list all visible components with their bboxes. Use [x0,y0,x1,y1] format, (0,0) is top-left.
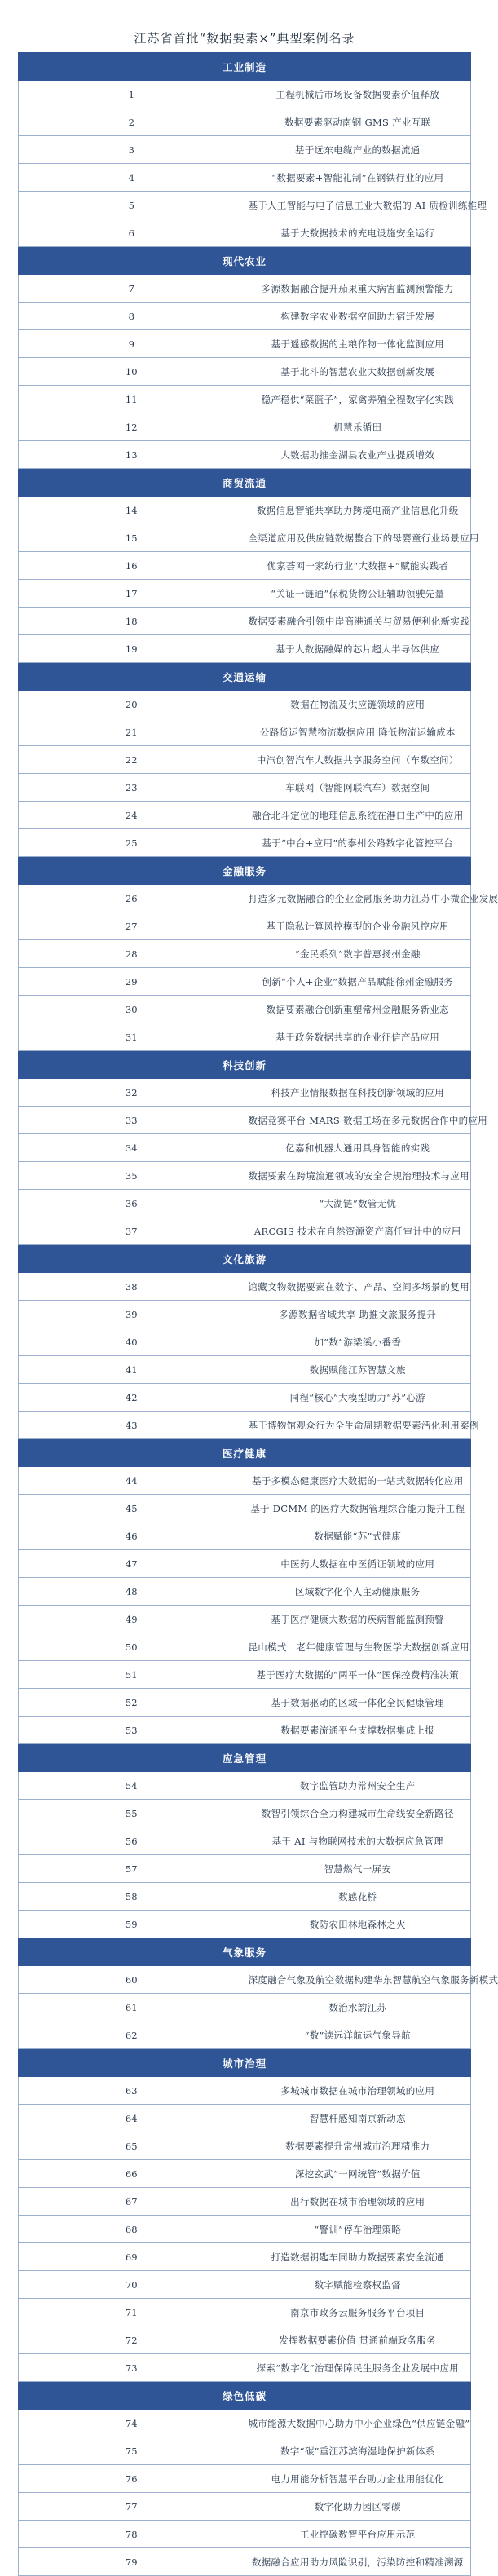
case-title: 基于 AI 与物联网技术的大数据应急管理 [245,1827,471,1855]
case-number: 54 [19,1772,245,1800]
case-title: 探索“数字化”治理保障民生服务企业发展中应用 [245,2354,471,2382]
case-row [19,552,471,580]
case-row [19,635,471,663]
category-label: 金融服务 [19,857,471,885]
case-number: 34 [19,1134,245,1162]
case-title: 数据竞赛平台 MARS 数据工场在多元数据合作中的应用 [245,1107,471,1134]
case-number: 73 [19,2354,245,2382]
case-row [19,1079,471,1107]
case-title: 数字化助力园区零碳 [245,2493,471,2521]
case-number: 33 [19,1107,245,1134]
case-number: 40 [19,1328,245,1356]
case-number: 71 [19,2299,245,2326]
case-number: 9 [19,330,245,358]
case-title: 基于北斗的智慧农业大数据创新发展 [245,358,471,386]
case-number: 55 [19,1800,245,1827]
case-number: 26 [19,885,245,912]
case-row [19,497,471,524]
category-label: 现代农业 [19,247,471,275]
case-row [19,303,471,330]
category-label: 绿色低碳 [19,2382,471,2410]
category-header-row [19,2382,471,2410]
case-number: 75 [19,2437,245,2465]
category-label: 医疗健康 [19,1439,471,1467]
case-row [19,1522,471,1550]
case-title: 数据要素在跨境流通领域的安全合规治理技术与应用 [245,1162,471,1190]
case-title: 基于博物馆观众行为全生命周期数据要素活化利用案例 [245,1412,471,1439]
case-number: 5 [19,192,245,219]
case-number: 7 [19,275,245,303]
case-title: 基于远东电缆产业的数据流通 [245,136,471,164]
case-number: 69 [19,2243,245,2271]
case-row [19,1273,471,1301]
category-label: 应急管理 [19,1744,471,1772]
case-number: 78 [19,2521,245,2548]
category-label: 工业制造 [19,53,471,81]
case-row [19,746,471,774]
case-row [19,1883,471,1911]
case-number: 39 [19,1301,245,1328]
case-title: 基于大数据融媒的芯片超人半导体供应 [245,635,471,663]
case-row [19,1412,471,1439]
case-row [19,1966,471,1994]
case-title: 车联网（智能网联汽车）数据空间 [245,774,471,802]
case-number: 64 [19,2105,245,2132]
case-title: “大湖链”数管无忧 [245,1190,471,1217]
case-number: 15 [19,524,245,552]
case-number: 22 [19,746,245,774]
case-row [19,608,471,635]
case-row [19,136,471,164]
case-title: 基于人工智能与电子信息工业大数据的 AI 质检训练推理 [245,192,471,219]
case-title: 机慧乐循田 [245,413,471,441]
case-number: 37 [19,1217,245,1245]
case-title: 科技产业情报数据在科技创新领域的应用 [245,1079,471,1107]
case-title: 同程“核心”大模型助力“苏”心游 [245,1384,471,1412]
case-number: 79 [19,2548,245,2576]
case-row [19,1301,471,1328]
case-number: 56 [19,1827,245,1855]
case-table [18,52,498,2576]
case-title: 数据要素流通平台支撑数据集成上报 [245,1717,471,1744]
case-number: 65 [19,2132,245,2160]
case-title: 数防农田林地森林之火 [245,1911,471,1938]
case-table-body [19,53,498,2576]
case-title: 基于隐私计算风控模型的企业金融风控应用 [245,912,471,940]
case-row [19,718,471,746]
case-title: 数据在物流及供应链领域的应用 [245,691,471,718]
case-title: 数字“碳”重江苏滨海湿地保护新体系 [245,2437,471,2465]
case-number: 59 [19,1911,245,1938]
case-title: 基于大数据技术的充电设施安全运行 [245,219,471,247]
case-title: 基于遥感数据的主粮作物一体化监测应用 [245,330,471,358]
case-title: 区域数字化个人主动健康服务 [245,1578,471,1606]
case-row [19,2271,471,2299]
case-row [19,2243,471,2271]
case-number: 6 [19,219,245,247]
case-title: 多城城市数据在城市治理领域的应用 [245,2077,471,2105]
case-title: 亿嘉和机器人通用具身智能的实践 [245,1134,471,1162]
case-number: 43 [19,1412,245,1439]
case-number: 19 [19,635,245,663]
case-row [19,1994,471,2021]
case-row [19,1855,471,1883]
case-number: 17 [19,580,245,608]
case-title: 基于 DCMM 的医疗大数据管理综合能力提升工程 [245,1495,471,1522]
case-number: 48 [19,1578,245,1606]
case-row [19,996,471,1023]
case-title: 数字监管助力常州安全生产 [245,1772,471,1800]
case-number: 21 [19,718,245,746]
case-row [19,358,471,386]
case-number: 16 [19,552,245,580]
case-row [19,1578,471,1606]
case-number: 27 [19,912,245,940]
case-title: “关证一链通”保税货物公证辅助领驶先量 [245,580,471,608]
case-title: 数智引领综合全力构建城市生命线安全新路径 [245,1800,471,1827]
case-row [19,330,471,358]
case-title: “数据要素+智能礼制”在钢铁行业的应用 [245,164,471,192]
case-title: “金民系列”数字普惠扬州金融 [245,940,471,968]
case-row [19,2188,471,2216]
category-header-row [19,1245,471,1273]
case-number: 36 [19,1190,245,1217]
case-number: 72 [19,2326,245,2354]
case-title: 基于政务数据共享的企业征信产品应用 [245,1023,471,1051]
case-number: 68 [19,2216,245,2243]
case-row [19,1606,471,1633]
case-row [19,2105,471,2132]
category-label: 科技创新 [19,1051,471,1079]
category-header-row [19,857,471,885]
case-row [19,774,471,802]
case-title: 基于医疗大数据的“两平一体”医保控费精准决策 [245,1661,471,1689]
case-number: 13 [19,441,245,469]
case-number: 31 [19,1023,245,1051]
case-title: 数据要素驱动南钢 GMS 产业互联 [245,108,471,136]
case-title: 智慧杆感知南京新动态 [245,2105,471,2132]
case-row [19,1717,471,1744]
case-title: 基于数据驱动的区域一体化全民健康管理 [245,1689,471,1717]
case-row [19,912,471,940]
case-row [19,441,471,469]
case-row [19,1467,471,1495]
case-title: ARCGIS 技术在自然资源资产离任审计中的应用 [245,1217,471,1245]
case-title: 数据要素提升常州城市治理精准力 [245,2132,471,2160]
case-row [19,81,471,108]
case-row [19,1550,471,1578]
case-number: 70 [19,2271,245,2299]
case-title: 馆藏文物数据要素在数字、产品、空间多场景的复用 [245,1273,471,1301]
case-number: 62 [19,2021,245,2049]
category-label: 气象服务 [19,1938,471,1966]
case-row [19,2299,471,2326]
case-number: 2 [19,108,245,136]
case-row [19,1328,471,1356]
case-title: 发挥数据要素价值 贯通前端政务服务 [245,2326,471,2354]
case-row [19,2326,471,2354]
case-row [19,2410,471,2437]
case-row [19,524,471,552]
case-row [19,1134,471,1162]
case-row [19,829,471,857]
case-row [19,2021,471,2049]
case-row [19,2493,471,2521]
case-number: 10 [19,358,245,386]
case-title: “警训”停车治理策略 [245,2216,471,2243]
category-header-row [19,663,471,691]
case-title: 中医药大数据在中医循证领域的应用 [245,1550,471,1578]
case-number: 18 [19,608,245,635]
case-number: 66 [19,2160,245,2188]
case-title: 全渠道应用及供应链数据整合下的母婴童行业场景应用 [245,524,471,552]
case-title: 数据信息智能共享助力跨境电商产业信息化升级 [245,497,471,524]
case-number: 30 [19,996,245,1023]
case-number: 47 [19,1550,245,1578]
case-number: 1 [19,81,245,108]
case-row [19,1689,471,1717]
case-number: 53 [19,1717,245,1744]
case-title: 南京市政务云服务服务平台项目 [245,2299,471,2326]
case-number: 41 [19,1356,245,1384]
case-title: 融合北斗定位的地理信息系统在港口生产中的应用 [245,802,471,829]
case-row [19,1495,471,1522]
case-row [19,1772,471,1800]
case-number: 46 [19,1522,245,1550]
category-label: 文化旅游 [19,1245,471,1273]
case-number: 4 [19,164,245,192]
case-title: 优家荟网一家纺行业“大数据+”赋能实践者 [245,552,471,580]
case-number: 28 [19,940,245,968]
case-title: 数据赋能“苏”式健康 [245,1522,471,1550]
case-row [19,1162,471,1190]
case-number: 74 [19,2410,245,2437]
case-title: 昆山模式：老年健康管理与生物医学大数据创新应用 [245,1633,471,1661]
case-row [19,1384,471,1412]
case-row [19,691,471,718]
case-title: 工业控碳数智平台应用示范 [245,2521,471,2548]
case-title: 数据要素融合引领中岸商港通关与贸易便利化新实践 [245,608,471,635]
case-row [19,940,471,968]
case-row [19,164,471,192]
case-row [19,2354,471,2382]
case-row [19,2216,471,2243]
case-row [19,219,471,247]
case-title: 创新“个人+企业”数据产品赋能徐州金融服务 [245,968,471,996]
case-title: 中汽创智汽车大数据共享服务空间（车数空间） [245,746,471,774]
case-number: 45 [19,1495,245,1522]
case-title: 数感花桥 [245,1883,471,1911]
case-title: 基于医疗健康大数据的疾病智能监测预警 [245,1606,471,1633]
case-row [19,2437,471,2465]
case-title: 智慧燃气一屏安 [245,1855,471,1883]
case-number: 8 [19,303,245,330]
case-title: 稳产稳供“菜篮子”，家禽养殖全程数字化实践 [245,386,471,413]
case-title: 大数据助推金湖县农业产业提质增效 [245,441,471,469]
case-title: 出行数据在城市治理领域的应用 [245,2188,471,2216]
case-number: 60 [19,1966,245,1994]
case-number: 14 [19,497,245,524]
case-row [19,1217,471,1245]
case-number: 44 [19,1467,245,1495]
case-title: 构建数字农业数据空间助力宿迁发展 [245,303,471,330]
case-number: 67 [19,2188,245,2216]
case-number: 52 [19,1689,245,1717]
case-row [19,2465,471,2493]
case-title: 多源数据省域共享 助推文旅服务提升 [245,1301,471,1328]
case-number: 57 [19,1855,245,1883]
case-row [19,2160,471,2188]
case-number: 63 [19,2077,245,2105]
case-title: 公路货运智慧物流数据应用 降低物流运输成本 [245,718,471,746]
case-row [19,192,471,219]
case-number: 24 [19,802,245,829]
case-row [19,2548,471,2576]
case-number: 49 [19,1606,245,1633]
case-title: 打造多元数据融合的企业金融服务助力江苏中小微企业发展 [245,885,471,912]
case-number: 23 [19,774,245,802]
case-title: 基于多模态健康医疗大数据的一站式数据转化应用 [245,1467,471,1495]
case-row [19,413,471,441]
case-row [19,386,471,413]
case-title: 深度融合气象及航空数据构建华东智慧航空气象服务新模式 [245,1966,471,1994]
category-label: 城市治理 [19,2049,471,2077]
case-row [19,2077,471,2105]
category-header-row [19,2049,471,2077]
case-row [19,1800,471,1827]
case-row [19,885,471,912]
case-row [19,1356,471,1384]
case-row [19,580,471,608]
case-number: 3 [19,136,245,164]
case-number: 61 [19,1994,245,2021]
case-title: 数据要素融合创新重塑常州金融服务新业态 [245,996,471,1023]
case-title: “数”读远洋航运气象导航 [245,2021,471,2049]
category-header-row [19,469,471,497]
case-row [19,2132,471,2160]
case-row [19,1633,471,1661]
case-title: 数据赋能江苏智慧文旅 [245,1356,471,1384]
case-title: 数字赋能检察权监督 [245,2271,471,2299]
case-number: 35 [19,1162,245,1190]
case-title: 深挖玄武“一网统管”数据价值 [245,2160,471,2188]
case-title: 数据融合应用助力风险识别，污染防控和精准溯源 [245,2548,471,2576]
case-row [19,1661,471,1689]
case-number: 50 [19,1633,245,1661]
category-label: 交通运输 [19,663,471,691]
case-number: 38 [19,1273,245,1301]
category-header-row [19,1439,471,1467]
case-title: 加“数”游梁溪小番香 [245,1328,471,1356]
case-title: 数治水韵江苏 [245,1994,471,2021]
case-row [19,1827,471,1855]
case-row [19,1107,471,1134]
category-header-row [19,1744,471,1772]
case-number: 76 [19,2465,245,2493]
case-title: 打造数据钥匙车同助力数据要素安全流通 [245,2243,471,2271]
case-row [19,1190,471,1217]
case-title: 基于“中台+应用”的泰州公路数字化管控平台 [245,829,471,857]
case-number: 25 [19,829,245,857]
category-header-row [19,247,471,275]
category-header-row [19,1938,471,1966]
case-row [19,968,471,996]
case-number: 42 [19,1384,245,1412]
case-row [19,108,471,136]
case-number: 77 [19,2493,245,2521]
case-number: 11 [19,386,245,413]
case-row [19,275,471,303]
case-number: 12 [19,413,245,441]
case-number: 29 [19,968,245,996]
case-number: 32 [19,1079,245,1107]
case-title: 城市能源大数据中心助力中小企业绿色“供应链金融” [245,2410,471,2437]
document-title: 江苏省首批“数据要素×”典型案例名录 [134,31,355,46]
case-row [19,1023,471,1051]
case-title: 工程机械后市场设备数据要素价值释放 [245,81,471,108]
case-number: 51 [19,1661,245,1689]
case-row [19,2521,471,2548]
case-title: 电力用能分析智慧平台助力企业用能优化 [245,2465,471,2493]
category-header-row [19,53,471,81]
case-row [19,1911,471,1938]
case-number: 20 [19,691,245,718]
case-title: 多源数据融合提升茄果重大病害监测预警能力 [245,275,471,303]
category-label: 商贸流通 [19,469,471,497]
category-header-row [19,1051,471,1079]
case-number: 58 [19,1883,245,1911]
case-row [19,802,471,829]
